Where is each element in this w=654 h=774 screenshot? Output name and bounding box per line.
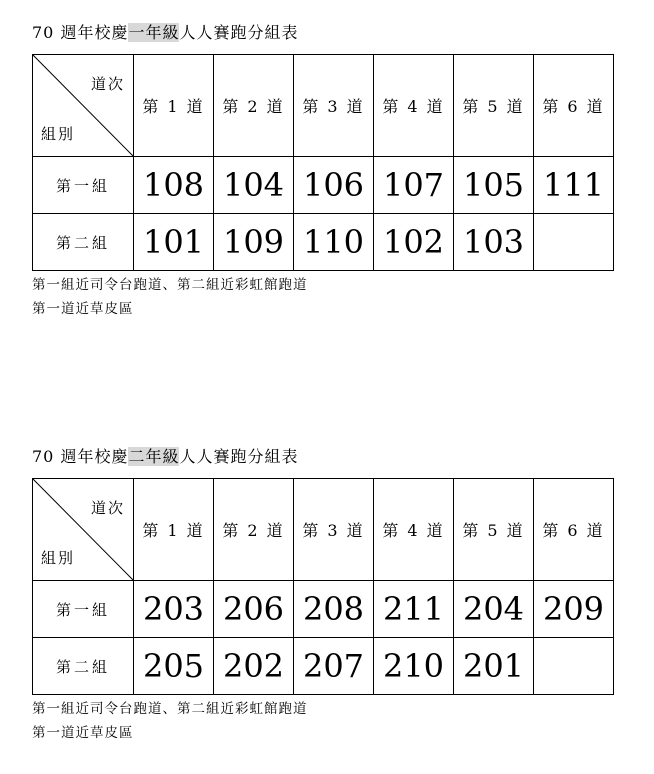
lane-header: 第 1 道 [134,55,214,157]
grade2-table [32,478,614,695]
runner-number: 203 [134,581,214,638]
group-label: 第二組 [33,638,134,695]
grade2-section [32,446,622,745]
group-label: 第一組 [33,157,134,214]
group-label: 第二組 [33,214,134,271]
title-suffix: 人人賽跑分組表 [179,23,299,42]
lane-header: 第 2 道 [214,55,294,157]
lane-header: 第 3 道 [294,479,374,581]
runner-number [534,214,614,271]
grade1-section [32,22,622,321]
runner-number: 202 [214,638,294,695]
runner-number: 206 [214,581,294,638]
runner-number: 204 [454,581,534,638]
runner-number [534,638,614,695]
corner-cell [33,479,134,581]
lane-header: 第 4 道 [374,479,454,581]
group-label: 第一組 [33,581,134,638]
runner-number: 104 [214,157,294,214]
lane-header: 第 6 道 [534,479,614,581]
title-prefix: 70 週年校慶 [32,447,129,466]
runner-number: 103 [454,214,534,271]
runner-number: 201 [454,638,534,695]
runner-number: 207 [294,638,374,695]
lane-header-label: 道次 [90,499,125,517]
title-grade-highlight: 二年級 [128,447,180,466]
corner-cell [33,55,134,157]
runner-number: 209 [534,581,614,638]
lane-header: 第 1 道 [134,479,214,581]
runner-number: 105 [454,157,534,214]
title-prefix: 70 週年校慶 [32,23,129,42]
note-line: 第一道近草皮區 [32,725,134,741]
runner-number: 110 [294,214,374,271]
table-row [33,638,614,695]
table-row [33,157,614,214]
runner-number: 109 [214,214,294,271]
grade2-title [32,446,622,468]
runner-number: 211 [374,581,454,638]
runner-number: 102 [374,214,454,271]
lane-header: 第 5 道 [454,479,534,581]
lane-header: 第 2 道 [214,479,294,581]
runner-number: 101 [134,214,214,271]
runner-number: 106 [294,157,374,214]
runner-number: 205 [134,638,214,695]
lane-header: 第 4 道 [374,55,454,157]
group-header-label: 組別 [41,125,76,143]
lane-header: 第 6 道 [534,55,614,157]
runner-number: 108 [134,157,214,214]
lane-header-label: 道次 [90,75,125,93]
table-row [33,214,614,271]
table-row [33,581,614,638]
note-line: 第一道近草皮區 [32,301,134,317]
note-line: 第一組近司令台跑道、第二組近彩虹館跑道 [32,701,308,717]
lane-header: 第 3 道 [294,55,374,157]
note-line: 第一組近司令台跑道、第二組近彩虹館跑道 [32,277,308,293]
runner-number: 208 [294,581,374,638]
lane-header: 第 5 道 [454,55,534,157]
runner-number: 111 [534,157,614,214]
grade1-table [32,54,614,271]
runner-number: 107 [374,157,454,214]
title-suffix: 人人賽跑分組表 [179,447,299,466]
group-header-label: 組別 [41,549,76,567]
runner-number: 210 [374,638,454,695]
grade1-title [32,22,622,44]
title-grade-highlight: 一年級 [128,23,180,42]
